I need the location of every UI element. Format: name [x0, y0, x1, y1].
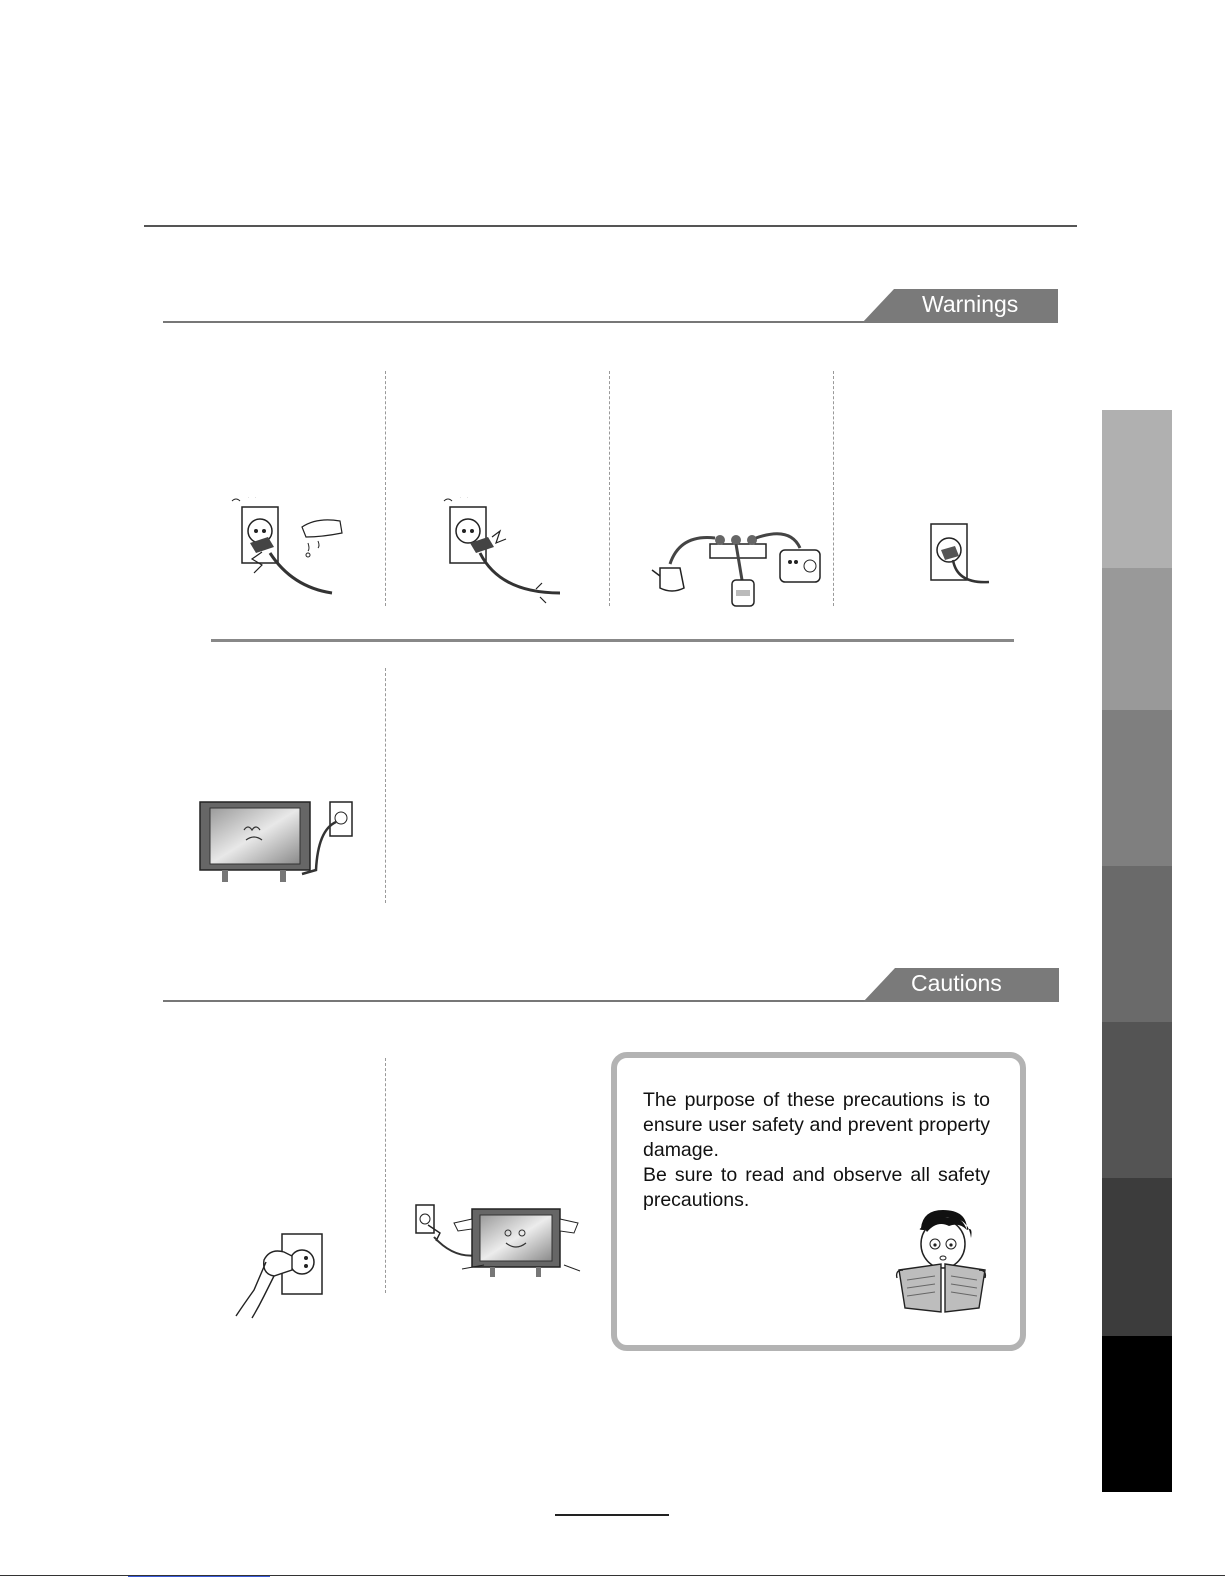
side-tab-5 — [1102, 1022, 1172, 1178]
damaged-cord-illustration — [440, 497, 570, 609]
divider — [385, 668, 386, 903]
cautions-tag — [863, 968, 1059, 1002]
divider — [385, 1058, 386, 1293]
side-tab-4 — [1102, 866, 1172, 1022]
side-tab-7 — [1102, 1336, 1172, 1492]
tv-plug-illustration — [198, 800, 358, 886]
link-underline[interactable] — [128, 1576, 270, 1577]
warnings-tag — [862, 289, 1058, 323]
mid-rule — [211, 639, 1014, 642]
side-tab-3 — [1102, 710, 1172, 866]
wall-outlet-illustration — [925, 520, 995, 594]
note-paragraph-1: The purpose of these precautions is to ensure user safety and prevent property damage. — [643, 1089, 990, 1161]
top-rule — [144, 225, 1077, 227]
divider — [833, 371, 834, 606]
divider — [385, 371, 386, 606]
side-tab-1 — [1102, 410, 1172, 568]
precautions-note-text — [643, 1088, 990, 1213]
note-paragraph-2: Be sure to read and observe all safety precautions. — [643, 1164, 990, 1211]
precautions-note-box — [611, 1052, 1026, 1351]
divider — [609, 371, 610, 606]
warnings-label: Warnings — [922, 291, 1019, 317]
overloaded-power-strip-illustration — [650, 524, 830, 616]
page-number-underline — [555, 1514, 669, 1516]
wet-hand-plug-illustration — [222, 497, 352, 607]
cautions-label: Cautions — [911, 970, 1002, 996]
hand-unplug-illustration — [234, 1230, 334, 1320]
side-tab-6 — [1102, 1178, 1172, 1336]
reading-man-illustration — [893, 1208, 989, 1314]
tv-happy-illustration — [414, 1203, 584, 1283]
side-tab-2 — [1102, 568, 1172, 710]
